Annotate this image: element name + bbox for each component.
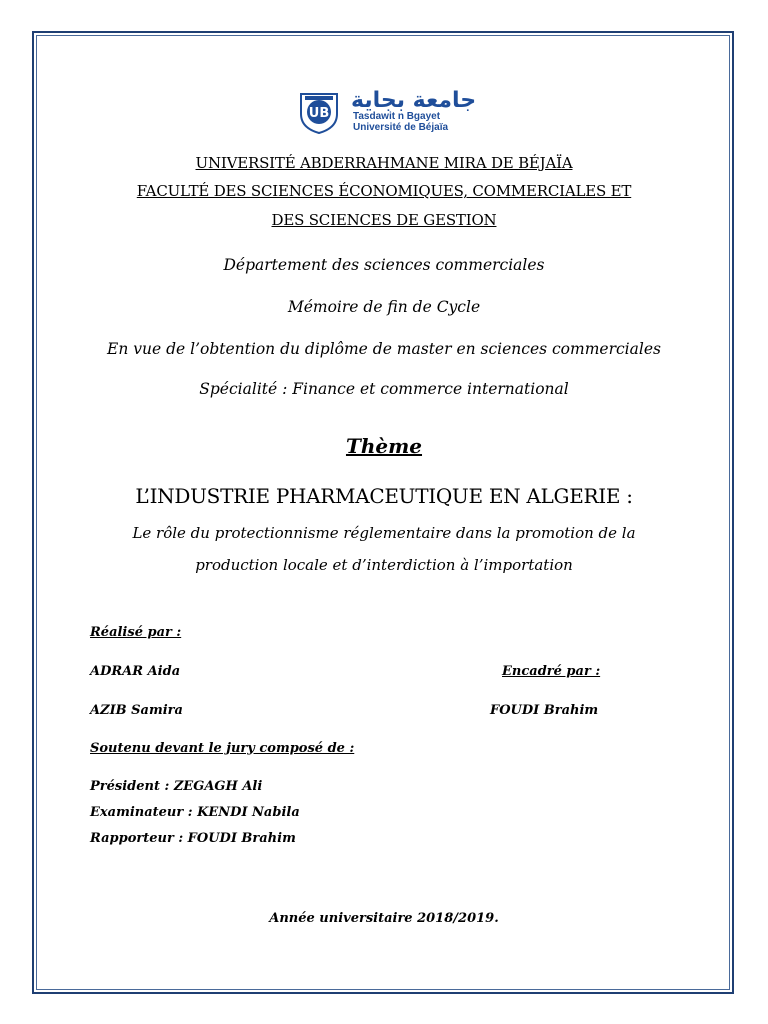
faculty-name-line1: FACULTÉ DES SCIENCES ÉCONOMIQUES, COMMERCIALES ET (136, 182, 632, 200)
authors-label: Réalisé par : (90, 625, 182, 640)
thesis-subtitle-line1: Le rôle du protectionnisme réglementaire dans la promotion de la (132, 524, 636, 542)
theme-label: Thème (345, 434, 423, 458)
supervisor-label: Encadré par : (502, 664, 601, 679)
specialty: Spécialité : Finance et commerce international (199, 380, 569, 398)
jury-member: Examinateur : KENDI Nabila (90, 805, 300, 820)
jury-member: Président : ZEGAGH Ali (90, 779, 263, 794)
logo-kabyle-name: Tasdawit n Bgayet (353, 111, 441, 122)
academic-year: Année universitaire 2018/2019. (269, 911, 499, 926)
department: Département des sciences commerciales (223, 256, 545, 274)
svg-text:UB: UB (308, 106, 330, 121)
logo-arabic-name: جامعة بجاية (351, 88, 477, 113)
jury-member: Rapporteur : FOUDI Brahim (90, 831, 296, 846)
diploma-purpose: En vue de l’obtention du diplôme de master en sciences commerciales (107, 340, 661, 358)
university-name: UNIVERSITÉ ABDERRAHMANE MIRA DE BÉJAÏA (195, 154, 573, 172)
university-logo (299, 88, 479, 134)
memoire-type: Mémoire de fin de Cycle (287, 298, 481, 316)
page-border-inner (36, 35, 730, 990)
author-name: ADRAR Aida (90, 664, 181, 679)
logo-french-name: Université de Béjaïa (353, 122, 449, 133)
jury-label: Soutenu devant le jury composé de : (90, 741, 355, 756)
supervisor-name: FOUDI Brahim (490, 703, 599, 718)
author-name: AZIB Samira (90, 703, 183, 718)
thesis-title: L’INDUSTRIE PHARMACEUTIQUE EN ALGERIE : (135, 484, 633, 508)
thesis-subtitle-line2: production locale et d’interdiction à l’importation (195, 556, 573, 574)
faculty-name-line2: DES SCIENCES DE GESTION (271, 211, 497, 229)
university-emblem-icon (299, 88, 339, 134)
